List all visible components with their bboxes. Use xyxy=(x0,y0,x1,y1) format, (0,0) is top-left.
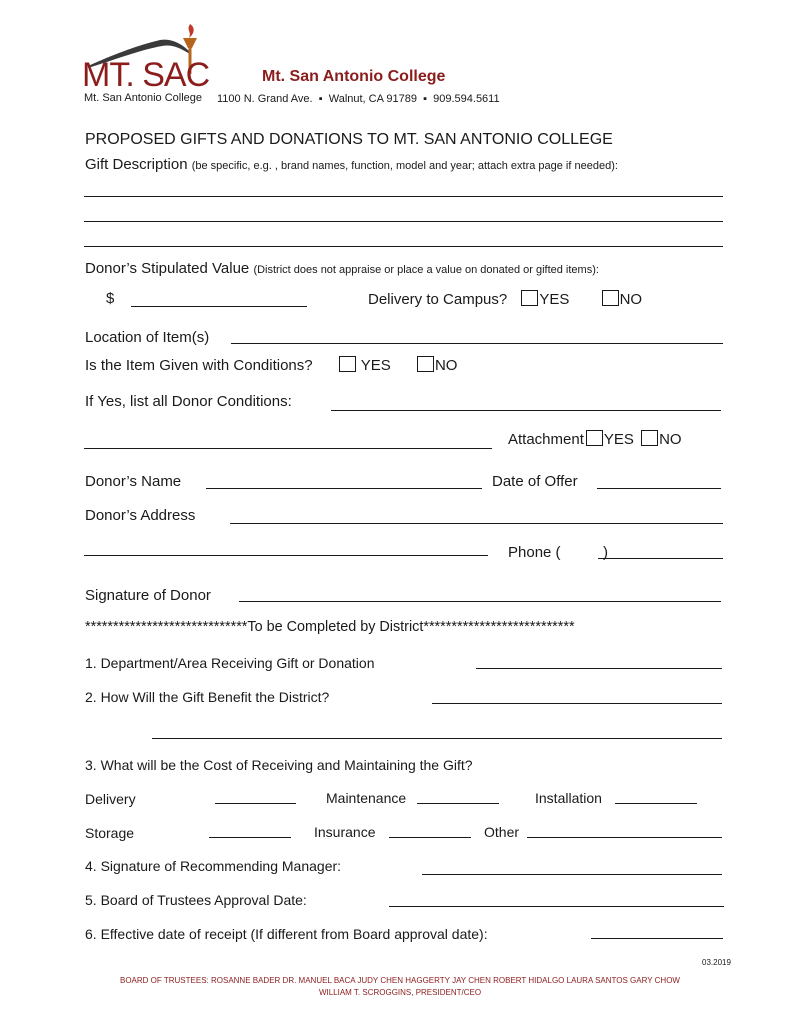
installation-cost-field[interactable] xyxy=(615,803,697,804)
delivery-label: Delivery to Campus? xyxy=(368,291,508,308)
delivery-cost-field[interactable] xyxy=(215,803,296,804)
stipulated-value-row xyxy=(85,260,599,279)
delivery-yes-label: YES xyxy=(539,291,570,308)
conditions-label: Is the Item Given with Conditions? xyxy=(85,357,313,374)
attachment-yes-label: YES xyxy=(603,431,634,448)
attachment-label: Attachment xyxy=(508,431,584,448)
question-2-field-1[interactable] xyxy=(432,703,722,704)
form-title: PROPOSED GIFTS AND DONATIONS TO MT. SAN ANTONIO COLLEGE xyxy=(85,131,613,148)
delivery-row xyxy=(368,290,642,309)
maintenance-cost-field[interactable] xyxy=(417,803,499,804)
stipulated-value-field[interactable] xyxy=(131,306,307,307)
date-of-offer-label: Date of Offer xyxy=(492,473,578,490)
gift-description-line-1[interactable] xyxy=(84,196,723,197)
insurance-cost-label: Insurance xyxy=(314,824,376,840)
donor-signature-label: Signature of Donor xyxy=(85,587,211,604)
installation-cost-label: Installation xyxy=(535,790,602,806)
stipulated-value-hint: (District does not appraise or place a value on donated or gifted items): xyxy=(253,264,599,276)
other-cost-field[interactable] xyxy=(527,837,722,838)
donor-address-field-1[interactable] xyxy=(230,523,723,524)
insurance-cost-field[interactable] xyxy=(389,837,471,838)
delivery-yes-checkbox[interactable] xyxy=(521,290,538,306)
question-1: 1. Department/Area Receiving Gift or Donation xyxy=(85,655,375,671)
question-3: 3. What will be the Cost of Receiving and Maintaining the Gift? xyxy=(85,757,473,773)
list-conditions-field[interactable] xyxy=(331,410,721,411)
gift-description-row xyxy=(85,156,618,175)
donor-address-label: Donor’s Address xyxy=(85,507,196,524)
form-version: 03.2019 xyxy=(702,958,731,967)
gift-description-hint: (be specific, e.g. , brand names, function, model and year; attach extra page if needed): xyxy=(191,160,618,172)
question-6-field[interactable] xyxy=(591,938,723,939)
phone-close-paren: ) xyxy=(603,544,608,561)
question-2-field-2[interactable] xyxy=(152,738,722,739)
gift-description-line-3[interactable] xyxy=(84,246,723,247)
delivery-no-checkbox[interactable] xyxy=(602,290,619,306)
list-conditions-label: If Yes, list all Donor Conditions: xyxy=(85,393,292,410)
attachment-no-checkbox[interactable] xyxy=(641,430,658,446)
donor-name-field[interactable] xyxy=(206,488,482,489)
maintenance-cost-label: Maintenance xyxy=(326,790,407,806)
college-address-line: 1100 N. Grand Ave. ▪ Walnut, CA 91789 ▪ 909.594.5611 xyxy=(217,93,500,105)
footer-president: WILLIAM T. SCROGGINS, PRESIDENT/CEO xyxy=(318,988,482,997)
logo-subtitle: Mt. San Antonio College xyxy=(84,92,203,104)
conditions-no-checkbox[interactable] xyxy=(417,356,434,372)
stipulated-value-label: Donor’s Stipulated Value xyxy=(85,260,250,277)
conditions-yes-checkbox[interactable] xyxy=(339,356,356,372)
delivery-cost-label: Delivery xyxy=(85,791,136,807)
donor-signature-field[interactable] xyxy=(239,601,721,602)
attachment-no-label: NO xyxy=(659,431,682,448)
question-5: 5. Board of Trustees Approval Date: xyxy=(85,892,307,908)
storage-cost-field[interactable] xyxy=(209,837,291,838)
donor-address-field-2[interactable] xyxy=(84,555,488,556)
college-phone: 909.594.5611 xyxy=(433,93,500,105)
other-cost-label: Other xyxy=(484,824,520,840)
conditions-extra-field[interactable] xyxy=(84,448,492,449)
question-1-field[interactable] xyxy=(476,668,722,669)
phone-field[interactable] xyxy=(598,558,723,559)
date-of-offer-field[interactable] xyxy=(597,488,721,489)
location-field[interactable] xyxy=(231,343,723,344)
phone-label: Phone ( xyxy=(508,544,561,561)
gift-description-label: Gift Description xyxy=(85,156,188,173)
dollar-sign: $ xyxy=(106,290,115,307)
question-4-field[interactable] xyxy=(422,874,722,875)
question-4: 4. Signature of Recommending Manager: xyxy=(85,858,342,874)
storage-cost-label: Storage xyxy=(85,825,135,841)
conditions-row xyxy=(85,356,457,375)
college-name: Mt. San Antonio College xyxy=(262,68,446,85)
question-5-field[interactable] xyxy=(389,906,724,907)
attachment-row xyxy=(508,430,682,449)
college-city: Walnut, CA 91789 xyxy=(328,93,417,105)
college-address: 1100 N. Grand Ave. xyxy=(217,93,313,105)
question-2: 2. How Will the Gift Benefit the District? xyxy=(85,689,330,705)
logo-text: MT. SAC xyxy=(82,56,210,94)
question-6: 6. Effective date of receipt (If different from Board approval date): xyxy=(85,926,488,942)
delivery-no-label: NO xyxy=(619,291,643,308)
conditions-yes-label: YES xyxy=(360,357,391,374)
attachment-yes-checkbox[interactable] xyxy=(586,430,603,446)
footer-trustees: BOARD OF TRUSTEES: ROSANNE BADER DR. MANUEL BACA JUDY CHEN HAGGERTY JAY CHEN ROBERT HIDALGO LAURA SANTOS GARY CHOW xyxy=(120,976,680,985)
conditions-no-label: NO xyxy=(434,357,458,374)
donor-name-label: Donor’s Name xyxy=(85,473,182,490)
district-divider: *****************************To be Completed by District*************************** xyxy=(85,619,575,635)
gift-description-line-2[interactable] xyxy=(84,221,723,222)
location-label: Location of Item(s) xyxy=(85,329,210,346)
